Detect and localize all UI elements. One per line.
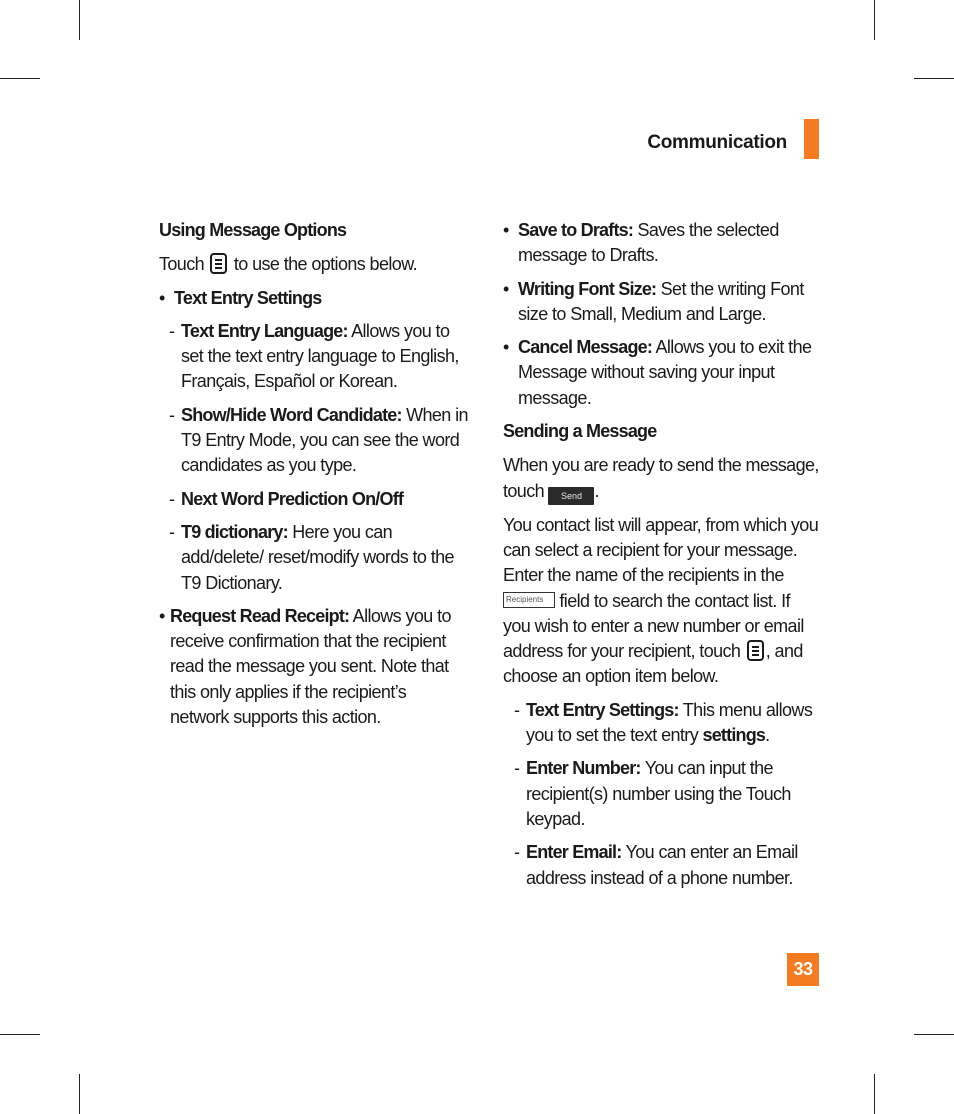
option-text: You can input the recipient(s) number using the Touch keypad. (526, 758, 791, 829)
bullet-label: Writing Font Size: (518, 278, 657, 299)
crop-mark (0, 78, 40, 79)
dash-marker: - (514, 758, 520, 779)
sub-item-text-entry-language (159, 319, 469, 395)
crop-mark (79, 0, 80, 40)
option-label: Enter Number: (526, 758, 641, 779)
dash-marker: - (514, 699, 520, 720)
bullet-text: Allows you to receive confirmation that the recipient read the message you sent. Note that this only applies if the recipient’s network supports this action. (170, 605, 451, 728)
paragraph-text-3: , and choose an option item below. (503, 641, 803, 687)
bullet-text: Saves the selected message to Drafts. (518, 220, 779, 266)
sub-item-label: T9 dictionary: (181, 521, 288, 542)
send-button-image: Send (548, 487, 594, 505)
heading-using-message-options: Using Message Options (159, 220, 347, 240)
intro-text-before: Touch (159, 254, 205, 275)
bullet-request-read-receipt (159, 604, 469, 730)
sub-item-text: Here you can add/delete/ reset/modify words to the T9 Dictionary. (181, 521, 454, 593)
option-text: You can enter an Email address instead of a phone number. (526, 842, 798, 888)
bullet-marker: • (503, 220, 509, 240)
paragraph-text-2: field to search the contact list. If you wish to enter a new number or email address for your recipient, touch (503, 590, 804, 662)
sub-item-show-hide-word-candidate (159, 403, 469, 479)
bullet-writing-font-size (503, 277, 821, 328)
dash-marker: - (169, 320, 175, 341)
bullet-marker: • (503, 278, 509, 299)
bullet-marker: • (159, 287, 165, 308)
option-enter-email (503, 840, 821, 891)
bullet-label: Save to Drafts: (518, 220, 634, 240)
bullet-marker: • (503, 337, 509, 358)
sub-item-label: Text Entry Language: (181, 320, 348, 341)
option-bold-end: settings (702, 725, 766, 746)
bullet-text: Set the writing Font size to Small, Medium and Large. (518, 278, 804, 324)
menu-icon (747, 640, 764, 661)
bullet-save-to-drafts (503, 218, 821, 269)
dash-marker: - (169, 404, 175, 425)
paragraph-contact-list (503, 513, 821, 690)
section-tab-marker (804, 119, 819, 159)
crop-mark (874, 0, 875, 40)
sub-item-t9-dictionary (159, 520, 469, 596)
sub-item-text: When in T9 Entry Mode, you can see the word candidates as you type. (181, 404, 468, 476)
bullet-marker: • (159, 605, 165, 626)
bullet-cancel-message (503, 335, 821, 411)
crop-mark (874, 1074, 875, 1114)
option-period: . (765, 725, 770, 746)
crop-mark (914, 78, 954, 79)
intro-paragraph (159, 252, 469, 277)
crop-mark (0, 1034, 40, 1035)
recipients-field-image: Recipients (503, 592, 555, 608)
option-label: Text Entry Settings: (526, 699, 679, 720)
sub-item-label: Next Word Prediction On/Off (181, 488, 404, 509)
option-text: This menu allows you to set the text entry (526, 699, 813, 746)
section-title: Communication (647, 132, 787, 153)
dash-marker: - (514, 842, 520, 863)
bullet-text: Allows you to exit the Message without saving your input message. (518, 337, 812, 408)
sub-item-label: Show/Hide Word Candidate: (181, 404, 402, 425)
option-enter-number (503, 756, 821, 832)
dash-marker: - (169, 488, 175, 509)
option-label: Enter Email: (526, 842, 622, 863)
sub-item-text: Allows you to set the text entry language to English, Français, Español or Korean. (181, 320, 459, 392)
bullet-title: Text Entry Settings (174, 287, 322, 308)
paragraph-text: When you are ready to send the message, touch (503, 455, 819, 501)
paragraph-ready-to-send (503, 453, 821, 504)
bullet-text-entry-settings (159, 286, 469, 311)
option-text-entry-settings (503, 698, 821, 749)
left-column (159, 218, 469, 738)
paragraph-period: . (594, 480, 599, 501)
page-number: 33 (787, 953, 819, 986)
bullet-label: Cancel Message: (518, 337, 653, 358)
bullet-label: Request Read Receipt: (170, 605, 350, 626)
paragraph-text-1: You contact list will appear, from which you can select a recipient for your message. Enter the name of the recipients in the (503, 514, 819, 586)
crop-mark (914, 1034, 954, 1035)
menu-icon (210, 253, 227, 274)
heading-sending-a-message: Sending a Message (503, 421, 657, 442)
dash-marker: - (169, 521, 175, 542)
intro-text-after: to use the options below. (233, 254, 418, 275)
sub-item-next-word-prediction (159, 487, 469, 512)
right-column (503, 218, 821, 899)
crop-mark (79, 1074, 80, 1114)
